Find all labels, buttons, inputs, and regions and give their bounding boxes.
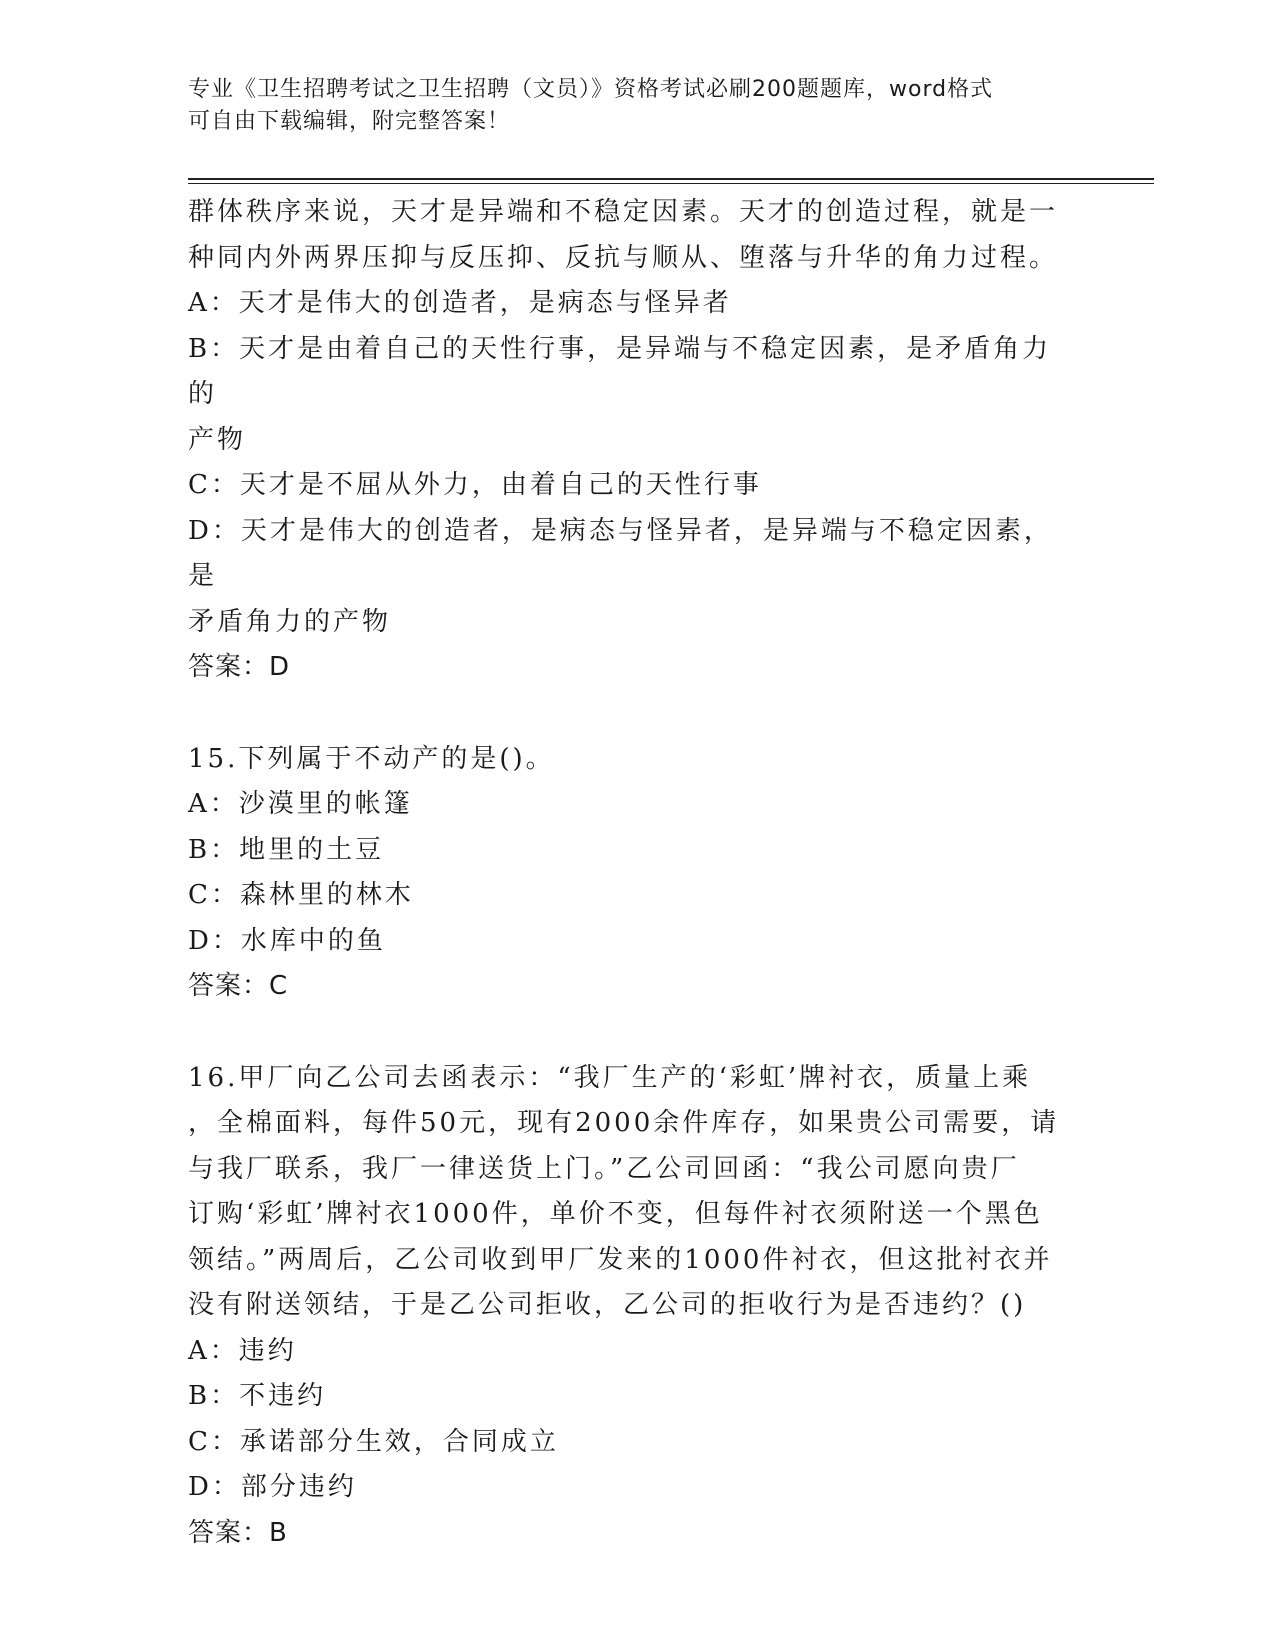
header-line-1: 专业《卫生招聘考试之卫生招聘（文员）》资格考试必刷200题题库，word格式 bbox=[188, 77, 994, 102]
question-stem: 领结。”两周后，乙公司收到甲厂发来的1000件衬衣，但这批衬衣并 bbox=[188, 1244, 1053, 1275]
question-stem: 订购‘彩虹’牌衬衣1000件，单价不变，但每件衬衣须附送一个黑色 bbox=[188, 1199, 1043, 1229]
header-line-2: 可自由下载编辑，附完整答案！ bbox=[188, 109, 511, 134]
header-divider-thin bbox=[188, 183, 1154, 184]
question-stem: 没有附送领结，于是乙公司拒收，乙公司的拒收行为是否违约？() bbox=[188, 1290, 1027, 1320]
option-d: D：水库中的鱼 bbox=[188, 925, 386, 956]
question-stem: 16.甲厂向乙公司去函表示：“我厂生产的‘彩虹’牌衬衣，质量上乘 bbox=[188, 1062, 1032, 1093]
spacer bbox=[188, 1010, 1068, 1056]
option-a: A：天才是伟大的创造者，是病态与怪异者 bbox=[188, 288, 732, 318]
question-text: 群体秩序来说，天才是异端和不稳定因素。天才的创造过程，就是一 bbox=[188, 197, 1059, 227]
option-b: B：不违约 bbox=[188, 1381, 327, 1411]
option-a: A：违约 bbox=[188, 1335, 297, 1366]
option-c: C：森林里的林木 bbox=[188, 880, 414, 910]
option-b: B：地里的土豆 bbox=[188, 834, 385, 865]
option-a: A：沙漠里的帐篷 bbox=[188, 789, 413, 819]
option-d-continued: 矛盾角力的产物 bbox=[188, 606, 392, 637]
question-15 bbox=[188, 737, 1068, 1010]
answer-line: 答案：D bbox=[188, 652, 291, 682]
document-header bbox=[188, 74, 1088, 138]
question-stem: 15.下列属于不动产的是()。 bbox=[188, 743, 555, 774]
question-16 bbox=[188, 1056, 1068, 1557]
answer-line: 答案：B bbox=[188, 1517, 288, 1548]
question-content bbox=[188, 190, 1068, 1556]
option-c: C：天才是不屈从外力，由着自己的天性行事 bbox=[188, 470, 762, 500]
option-d: D：天才是伟大的创造者，是病态与怪异者，是异端与不稳定因素，是 bbox=[188, 515, 1053, 591]
option-b-continued: 产物 bbox=[188, 424, 247, 455]
option-d: D：部分违约 bbox=[188, 1472, 357, 1502]
spacer bbox=[188, 691, 1068, 737]
question-14 bbox=[188, 190, 1068, 691]
question-stem: 与我厂联系，我厂一律送货上门。”乙公司回函：“我公司愿向贵厂 bbox=[188, 1153, 1020, 1184]
answer-line: 答案：C bbox=[188, 971, 289, 1001]
option-c: C：承诺部分生效，合同成立 bbox=[188, 1426, 559, 1457]
option-b: B：天才是由着自己的天性行事，是异端与不稳定因素，是矛盾角力的 bbox=[188, 333, 1052, 409]
question-stem: ，全棉面料，每件50元，现有2000余件库存，如果贵公司需要，请 bbox=[188, 1108, 1060, 1138]
header-divider-thick bbox=[188, 178, 1154, 180]
question-text: 种同内外两界压抑与反压抑、反抗与顺从、堕落与升华的角力过程。 bbox=[188, 242, 1059, 273]
